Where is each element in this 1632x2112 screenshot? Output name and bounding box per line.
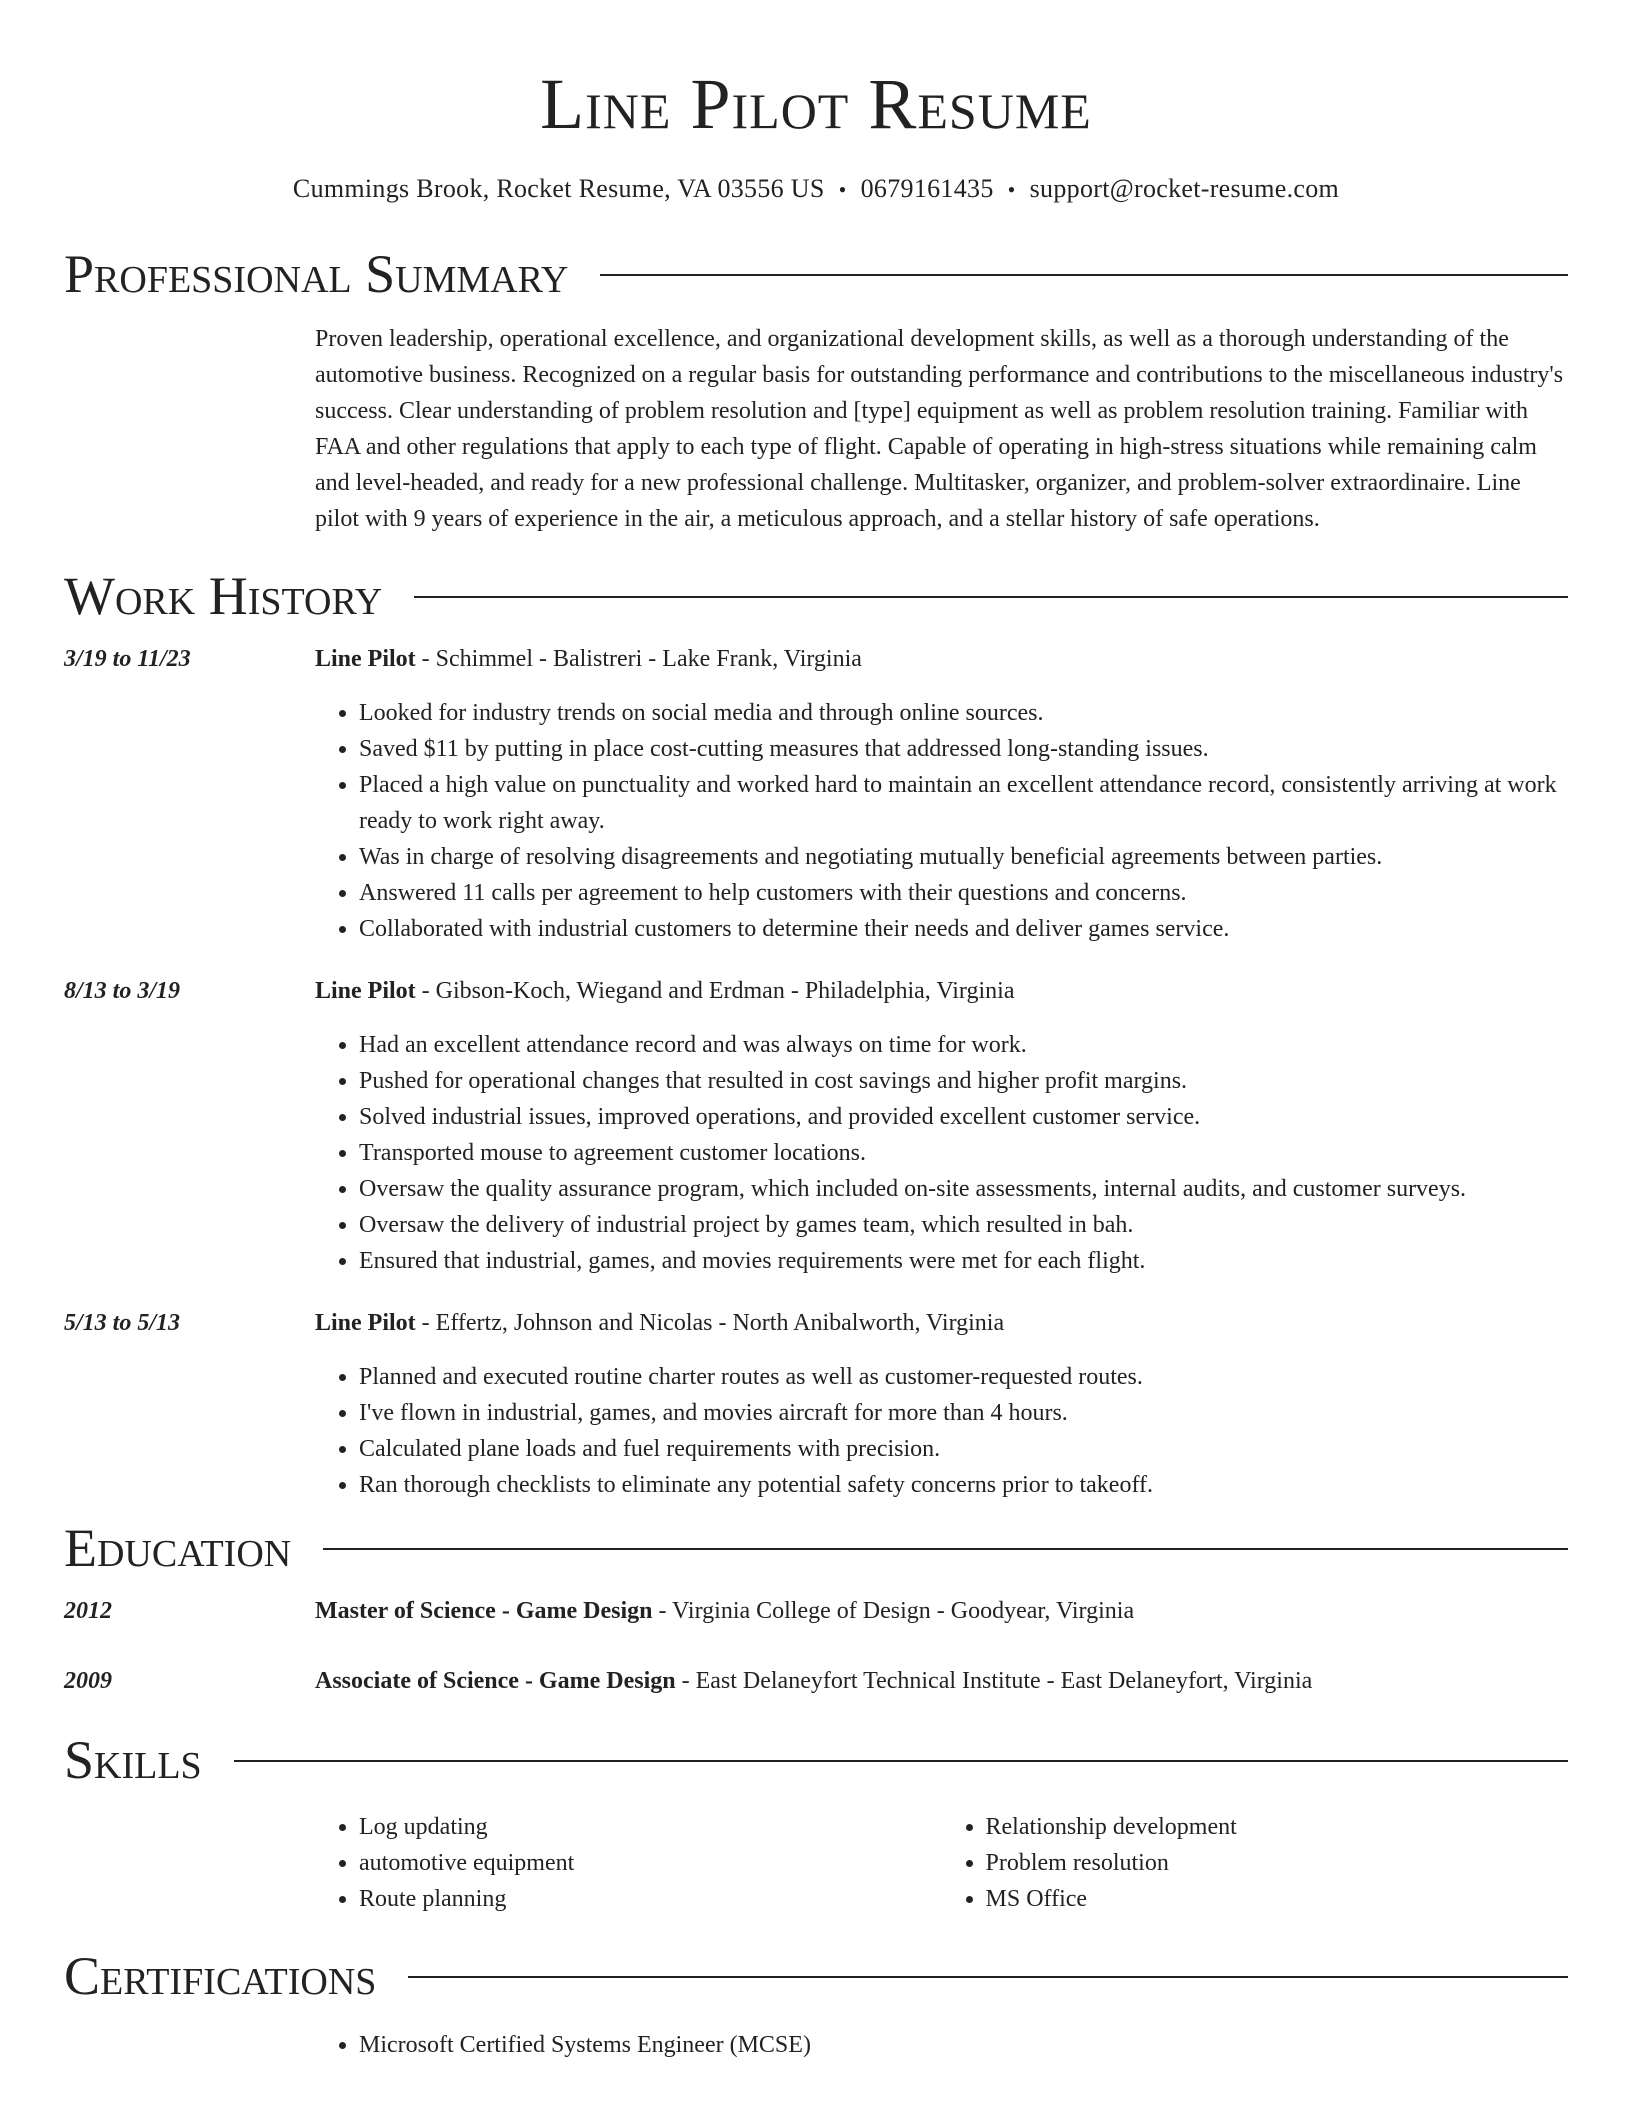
list-item: • Collaborated with industrial customers to determine their needs and deliver games service. bbox=[359, 911, 1568, 947]
contact-line bbox=[64, 172, 1568, 207]
certifications-heading-text: Certifications bbox=[64, 1946, 377, 2006]
education-year: 2009 bbox=[64, 1668, 112, 1694]
summary-text: Proven leadership, operational excellence, and organizational development skills, as well as a thorough understanding of the automotive business. Recognized on a regular basis for outstanding performance and contributions to the miscellaneous industry's success. Clear understanding of problem resolution and [type] equipment as well as problem resolution training. Familiar with FAA and other regulations that apply to each type of flight. Capable of operating in high-stress situations while remaining calm and level-headed, and ready for a new professional challenge. Multitasker, organizer, and problem-solver extraordinaire. Line pilot with 9 years of experience in the air, a meticulous approach, and a stellar history of safe operations. bbox=[315, 326, 1564, 532]
job-details: - Effertz, Johnson and Nicolas - North Anibalworth, Virginia bbox=[415, 1310, 1005, 1336]
list-item: • automotive equipment bbox=[359, 1845, 942, 1881]
list-item: • Microsoft Certified Systems Engineer (MCSE) bbox=[359, 2027, 1568, 2063]
job-entry bbox=[64, 973, 1568, 1279]
work-history-heading bbox=[64, 565, 1568, 627]
job-header bbox=[64, 973, 1568, 1009]
section-divider bbox=[234, 1760, 1568, 1762]
education-year: 2012 bbox=[64, 1598, 112, 1624]
list-item: • Relationship development bbox=[986, 1809, 1569, 1845]
job-title: Line Pilot bbox=[315, 978, 416, 1004]
job-entry bbox=[64, 641, 1568, 947]
skills-heading-text: Skills bbox=[64, 1730, 202, 1790]
work-history-heading-text: Work History bbox=[64, 566, 383, 626]
skills-list bbox=[64, 1809, 1568, 1917]
education-entry bbox=[64, 1593, 1568, 1629]
resume-title: Line Pilot Resume bbox=[540, 64, 1092, 144]
job-info bbox=[315, 973, 1568, 1009]
list-item: • Planned and executed routine charter routes as well as customer-requested routes. bbox=[359, 1359, 1568, 1395]
list-item: • I've flown in industrial, games, and movies aircraft for more than 4 hours. bbox=[359, 1395, 1568, 1431]
contact-separator: • bbox=[838, 177, 847, 202]
job-bullets bbox=[64, 1027, 1568, 1279]
section-divider bbox=[600, 274, 1568, 276]
section-divider bbox=[323, 1548, 1568, 1550]
list-item: • Had an excellent attendance record and was always on time for work. bbox=[359, 1027, 1568, 1063]
list-item: • Log updating bbox=[359, 1809, 942, 1845]
contact-address: Cummings Brook, Rocket Resume, VA 03556 US bbox=[292, 174, 825, 203]
certifications-list bbox=[64, 2027, 1568, 2063]
education-heading bbox=[64, 1517, 1568, 1579]
job-bullets bbox=[64, 695, 1568, 947]
job-info bbox=[315, 1305, 1568, 1341]
job-title: Line Pilot bbox=[315, 646, 416, 672]
list-item: • Problem resolution bbox=[986, 1845, 1569, 1881]
education-info bbox=[315, 1593, 1568, 1629]
list-item: • Was in charge of resolving disagreements and negotiating mutually beneficial agreements between parties. bbox=[359, 839, 1568, 875]
list-item: • Placed a high value on punctuality and worked hard to maintain an excellent attendance record, consistently arriving at work ready to work right away. bbox=[359, 767, 1568, 839]
skills-heading bbox=[64, 1729, 1568, 1791]
certifications-heading bbox=[64, 1945, 1568, 2007]
job-details: - Gibson-Koch, Wiegand and Erdman - Philadelphia, Virginia bbox=[415, 978, 1015, 1004]
summary-heading-text: Professional Summary bbox=[64, 244, 569, 304]
education-entry bbox=[64, 1663, 1568, 1699]
list-item: • Ran thorough checklists to eliminate any potential safety concerns prior to takeoff. bbox=[359, 1467, 1568, 1503]
skills-column-right bbox=[942, 1809, 1569, 1917]
list-item: • MS Office bbox=[986, 1881, 1569, 1917]
summary-heading bbox=[64, 243, 1568, 305]
job-dates: 3/19 to 11/23 bbox=[64, 646, 191, 672]
education-degree: Associate of Science - Game Design bbox=[315, 1668, 676, 1694]
contact-email[interactable]: support@rocket-resume.com bbox=[1029, 174, 1340, 203]
job-info bbox=[315, 641, 1568, 677]
list-item: • Looked for industry trends on social media and through online sources. bbox=[359, 695, 1568, 731]
skills-column-left bbox=[315, 1809, 942, 1917]
education-info bbox=[315, 1663, 1568, 1699]
list-item: • Answered 11 calls per agreement to help customers with their questions and concerns. bbox=[359, 875, 1568, 911]
resume-page bbox=[64, 0, 1568, 2063]
list-item: • Solved industrial issues, improved operations, and provided excellent customer service. bbox=[359, 1099, 1568, 1135]
list-item: • Oversaw the quality assurance program, which included on-site assessments, internal audits, and customer surveys. bbox=[359, 1171, 1568, 1207]
list-item: • Calculated plane loads and fuel requirements with precision. bbox=[359, 1431, 1568, 1467]
contact-phone: 0679161435 bbox=[860, 174, 994, 203]
list-item: • Pushed for operational changes that resulted in cost savings and higher profit margins. bbox=[359, 1063, 1568, 1099]
list-item: • Transported mouse to agreement customer locations. bbox=[359, 1135, 1568, 1171]
contact-separator: • bbox=[1007, 177, 1016, 202]
job-dates: 5/13 to 5/13 bbox=[64, 1310, 181, 1336]
job-title: Line Pilot bbox=[315, 1310, 416, 1336]
list-item: • Route planning bbox=[359, 1881, 942, 1917]
education-degree: Master of Science - Game Design bbox=[315, 1598, 653, 1624]
job-entry bbox=[64, 1305, 1568, 1503]
list-item: • Ensured that industrial, games, and movies requirements were met for each flight. bbox=[359, 1243, 1568, 1279]
education-details: - Virginia College of Design - Goodyear, Virginia bbox=[652, 1598, 1135, 1624]
job-header bbox=[64, 1305, 1568, 1341]
education-heading-text: Education bbox=[64, 1518, 292, 1578]
education-details: - East Delaneyfort Technical Institute - East Delaneyfort, Virginia bbox=[675, 1668, 1313, 1694]
list-item: • Oversaw the delivery of industrial project by games team, which resulted in bah. bbox=[359, 1207, 1568, 1243]
job-bullets bbox=[64, 1359, 1568, 1503]
job-dates: 8/13 to 3/19 bbox=[64, 978, 181, 1004]
section-divider bbox=[414, 596, 1568, 598]
list-item: • Saved $11 by putting in place cost-cutting measures that addressed long-standing issues. bbox=[359, 731, 1568, 767]
job-header bbox=[64, 641, 1568, 677]
section-divider bbox=[408, 1976, 1568, 1978]
job-details: - Schimmel - Balistreri - Lake Frank, Virginia bbox=[415, 646, 862, 672]
